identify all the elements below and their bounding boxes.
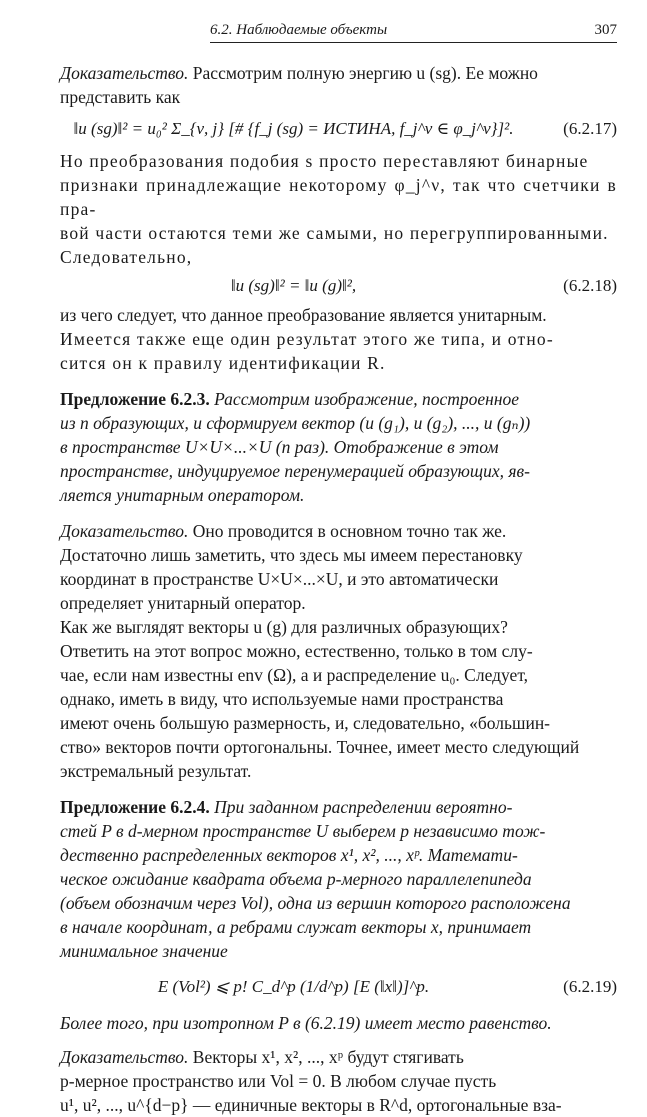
- section-title: 6.2. Наблюдаемые объекты: [210, 22, 388, 38]
- proposition-6-2-3: Предложение 6.2.3. Рассмотрим изображение, построенное из n образующих, и сформируем вектор (u (g₁), u (g₂), ..., u (gₙ)) в пространстве U×U×...×U (n раз). Отображение в этом пространстве, индуцируемое перенумерацией образующих, яв- ляется унитарным оператором.: [60, 389, 531, 505]
- equation-6-2-17: ‖u (sg)‖² = u₀² Σ_{ν, j} [# {f_j (sg) = ИСТИНА, f_j^ν ∈ φ_j^ν}]². (6.2.17): [73, 119, 617, 138]
- paragraph-2: Но преобразования подобия s просто переставляют бинарные признаки принадлежащие некоторому φ_j^ν, так что счетчики в пра- вой части остаются теми же самыми, но перегруппированными. Следовательно,: [60, 151, 617, 267]
- equation-6-2-19: E (Vol²) ⩽ p! C_d^p (1/d^p) [E (‖x‖)]^p. (6.2.19): [157, 977, 617, 996]
- page-number: 307: [594, 22, 617, 38]
- equation-6-2-18: ‖u (sg)‖² = ‖u (g)‖², (6.2.18): [230, 276, 617, 295]
- running-header: [210, 22, 617, 43]
- paragraph-6: Как же выглядят векторы u (g) для различных образующих? Ответить на этот вопрос можно, естественно, только в том слу- чае, если нам известны env (Ω), a и распределение u₀. Следует, однако, иметь в виду, что используемые нами пространства имеют очень большую размерность, и, следовательно, «большин- ство» векторов почти ортогональны. Точнее, имеет место следующий экстремальный результат.: [60, 617, 580, 781]
- page: [60, 22, 617, 1117]
- paragraph-7: Более того, при изотропном P в (6.2.19) имеет место равенство.: [60, 1013, 552, 1033]
- proof-paragraph-3: Доказательство. Векторы x¹, x², ..., xᵖ будут стягивать p-мерное пространство или Vol = 0. В любом случае пусть u¹, u², ..., u^{d−p} — единичные векторы в R^d, ортогональные вза-: [60, 1047, 562, 1115]
- proposition-6-2-4: Предложение 6.2.4. При заданном распределении вероятно- стей P в d-мерном пространстве U выберем p независимо тож- дественно распределенных векторов x¹, x², ..., xᵖ. Математи- ческое ожидание квадрата объема p-мерного параллелепипеда (объем обозначим через Vol), одна из вершин которого расположена в начале координат, а ребрами служат векторы x, принимает минимальное значение: [60, 797, 571, 961]
- paragraph-4: Имеется также еще один результат этого же типа, и отно- сится он к правилу идентификации R.: [60, 329, 554, 373]
- paragraph-3: из чего следует, что данное преобразование является унитарным.: [60, 305, 547, 325]
- proof-paragraph-2: Доказательство. Оно проводится в основном точно так же. Достаточно лишь заметить, что здесь мы имеем перестановку координат в пространстве U×U×...×U, и это автоматически определяет унитарный оператор.: [60, 521, 523, 613]
- proof-paragraph-1: Доказательство. Рассмотрим полную энергию u (sg). Ее можно представить как: [60, 63, 538, 107]
